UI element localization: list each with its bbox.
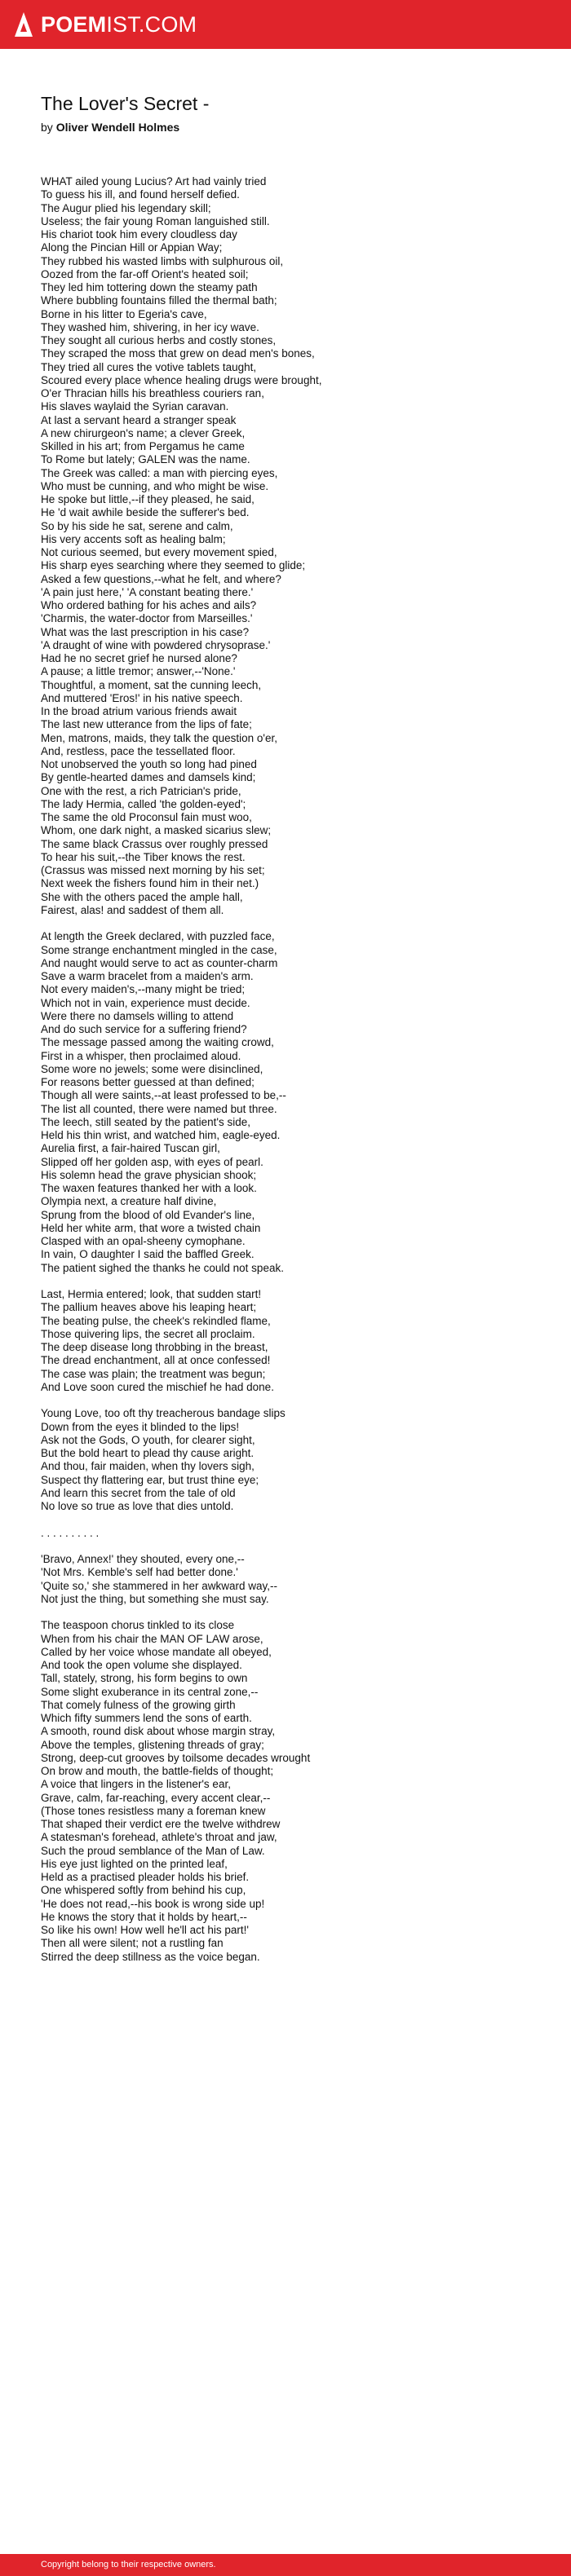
quill-icon	[15, 12, 33, 37]
poem-line: What was the last prescription in his case?	[41, 625, 250, 638]
poem-line: The last new utterance from the lips of fate;	[41, 718, 252, 731]
poem-line: A new chirurgeon's name; a clever Greek,	[41, 426, 246, 439]
poem-line: Not every maiden's,--many might be tried;	[41, 983, 246, 996]
poem-line: Were there no damsels willing to attend	[41, 1009, 234, 1022]
site-footer	[0, 2554, 571, 2576]
poem-line: But the bold heart to plead thy cause aright.	[41, 1447, 255, 1459]
poem-line: And, restless, pace the tessellated floor.	[41, 744, 236, 757]
poem-line: Aurelia first, a fair-haired Tuscan girl,	[41, 1142, 220, 1155]
poem-line: On brow and mouth, the battle-fields of thought;	[41, 1765, 274, 1777]
poem-line: Borne in his litter to Egeria's cave,	[41, 307, 207, 320]
poem-title: The Lover's Secret -	[41, 93, 210, 114]
poem-line: And thou, fair maiden, when thy lovers sigh,	[41, 1460, 255, 1473]
poem-line: A statesman's forehead, athlete's throat and jaw,	[41, 1831, 277, 1844]
poem-line: His very accents soft as healing balm;	[41, 532, 226, 545]
poem-line: . . . . . . . . . .	[41, 1526, 100, 1539]
poem-line: Asked a few questions,--what he felt, and where?	[41, 572, 281, 585]
site-logo[interactable]	[15, 11, 197, 38]
poem-line: The pallium heaves above his leaping heart;	[41, 1301, 257, 1314]
poem-line: The lady Hermia, called 'the golden-eyed';	[41, 797, 246, 810]
poem-line: At last a servant heard a stranger speak	[41, 413, 237, 426]
poem-line: They rubbed his wasted limbs with sulphurous oil,	[41, 254, 284, 267]
poem-line: Which not in vain, experience must decide.	[41, 996, 250, 1009]
poem-line: Some strange enchantment mingled in the case,	[41, 943, 277, 956]
poem-line: To hear his suit,--the Tiber knows the rest.	[41, 850, 246, 863]
poem-line: Who ordered bathing for his aches and ails?	[41, 599, 257, 611]
poem-line: His solemn head the grave physician shook;	[41, 1168, 257, 1181]
poem-line: 'Not Mrs. Kemble's self had better done.'	[41, 1566, 238, 1579]
poem-line: Some slight exuberance in its central zone,--	[41, 1685, 259, 1698]
poem-line: Fairest, alas! and saddest of them all.	[41, 903, 224, 916]
poem-line: Not unobserved the youth so long had pined	[41, 758, 257, 770]
poem-line: Ask not the Gods, O youth, for clearer sight,	[41, 1433, 255, 1446]
poem-line: A smooth, round disk about whose margin stray,	[41, 1725, 276, 1738]
copyright-notice: Copyright belong to their respective owners.	[41, 2560, 216, 2569]
poem-line: 'He does not read,--his book is wrong side up!	[41, 1897, 265, 1910]
poem-line: Thoughtful, a moment, sat the cunning leech,	[41, 678, 262, 691]
poem-line: Olympia next, a creature half divine,	[41, 1195, 217, 1208]
poem-line: Whom, one dark night, a masked sicarius slew;	[41, 824, 272, 837]
poem-stanza	[41, 1527, 547, 1540]
poem-line: His sharp eyes searching where they seemed to glide;	[41, 559, 306, 572]
poem-line: To Rome but lately; GALEN was the name.	[41, 453, 250, 466]
poem-line: Above the temples, glistening threads of gray;	[41, 1738, 264, 1751]
poem-line: And naught would serve to act as counter-charm	[41, 956, 278, 969]
poem-line: Grave, calm, far-reaching, every accent clear,--	[41, 1791, 271, 1804]
poem-line: They tried all cures the votive tablets taught,	[41, 360, 257, 373]
poem-line: That comely fulness of the growing girth	[41, 1698, 236, 1711]
poem-line: Save a warm bracelet from a maiden's arm.	[41, 970, 254, 982]
poem-line: Sprung from the blood of old Evander's line,	[41, 1208, 255, 1221]
poem-stanza	[41, 175, 547, 917]
poem-line: Some wore no jewels; some were disinclined,	[41, 1062, 263, 1075]
poem-line: WHAT ailed young Lucius? Art had vainly tried	[41, 175, 267, 187]
poem-line: For reasons better guessed at than defined;	[41, 1076, 255, 1088]
poem-line: That shaped their verdict ere the twelve withdrew	[41, 1818, 281, 1830]
poem-body	[41, 175, 547, 1977]
poem-line: Strong, deep-cut grooves by toilsome decades wrought	[41, 1751, 311, 1764]
poem-line: Though all were saints,--at least professed to be,--	[41, 1089, 286, 1102]
poem-line: Men, matrons, maids, they talk the question o'er,	[41, 731, 277, 744]
author-link[interactable]: Oliver Wendell Holmes	[55, 121, 180, 134]
poem-line: The beating pulse, the cheek's rekindled flame,	[41, 1314, 271, 1327]
poem-line: No love so true as love that dies untold.	[41, 1500, 234, 1512]
poem-line: And learn this secret from the tale of old	[41, 1486, 236, 1499]
poem-line: Held her white arm, that wore a twisted chain	[41, 1221, 261, 1234]
poem-line: At length the Greek declared, with puzzled face,	[41, 930, 275, 943]
poem-line: The teaspoon chorus tinkled to its close	[41, 1619, 235, 1632]
poem-line: Scoured every place whence healing drugs were brought,	[41, 373, 322, 386]
poem-line: The deep disease long throbbing in the breast,	[41, 1341, 268, 1353]
poem-line: Where bubbling fountains filled the thermal bath;	[41, 294, 277, 307]
brand-bold: POEM	[41, 12, 107, 37]
poem-line: Young Love, too oft thy treacherous bandage slips	[41, 1407, 286, 1420]
poem-line: Had he no secret grief he nursed alone?	[41, 652, 237, 664]
poem-line: First in a whisper, then proclaimed aloud.	[41, 1049, 241, 1062]
poem-line: His slaves waylaid the Syrian caravan.	[41, 400, 229, 413]
poem-stanza	[41, 1288, 547, 1394]
poem-line: He knows the story that it holds by heart,--	[41, 1910, 247, 1923]
poem-line: A voice that lingers in the listener's ear,	[41, 1778, 231, 1791]
poem-line: Along the Pincian Hill or Appian Way;	[41, 241, 223, 254]
brand-light: IST.COM	[106, 12, 197, 37]
poem-line: Slipped off her golden asp, with eyes of pearl.	[41, 1155, 263, 1168]
poem-line: In vain, O daughter I said the baffled Greek.	[41, 1248, 255, 1261]
poem-line: Tall, stately, strong, his form begins to own	[41, 1672, 248, 1685]
poem-line: He 'd wait awhile beside the sufferer's bed.	[41, 506, 250, 519]
poem-line: Clasped with an opal-sheeny cymophane.	[41, 1235, 246, 1247]
poem-byline	[41, 121, 179, 134]
poem-line: In the broad atrium various friends await	[41, 705, 237, 717]
poem-stanza	[41, 1619, 547, 1964]
poem-line: Stirred the deep stillness as the voice began.	[41, 1950, 260, 1963]
poem-line: Such the proud semblance of the Man of Law.	[41, 1844, 265, 1857]
poem-line: They scraped the moss that grew on dead men's bones,	[41, 347, 315, 360]
poem-line: Next week the fishers found him in their net.)	[41, 877, 259, 890]
poem-line: 'A draught of wine with powdered chrysoprase.'	[41, 638, 271, 651]
poem-line: Down from the eyes it blinded to the lips!	[41, 1420, 240, 1433]
poem-line: The waxen features thanked her with a look.	[41, 1182, 257, 1194]
poem-line: And took the open volume she displayed.	[41, 1659, 242, 1671]
poem-line: Not curious seemed, but every movement spied,	[41, 546, 277, 558]
poem-line: A pause; a little tremor; answer,--'None.'	[41, 665, 236, 678]
poem-line: To guess his ill, and found herself defied.	[41, 188, 240, 201]
poem-line: One whispered softly from behind his cup,	[41, 1884, 246, 1897]
poem-line: Held his thin wrist, and watched him, eagle-eyed.	[41, 1129, 281, 1141]
poem-line: Which fifty summers lend the sons of earth.	[41, 1712, 252, 1724]
poem-line: Held as a practised pleader holds his brief.	[41, 1871, 250, 1883]
poem-line: They sought all curious herbs and costly stones,	[41, 334, 277, 346]
poem-line: Who must be cunning, and who might be wise.	[41, 479, 269, 492]
poem-line: The list all counted, there were named but three.	[41, 1102, 277, 1115]
poem-stanza	[41, 930, 547, 1275]
poem-line: The message passed among the waiting crowd,	[41, 1036, 274, 1049]
poem-line: The patient sighed the thanks he could not speak.	[41, 1261, 284, 1274]
poem-line: So like his own! How well he'll act his part!'	[41, 1924, 250, 1936]
poem-line: The case was plain; the treatment was begun;	[41, 1367, 266, 1380]
poem-line: 'A pain just here,' 'A constant beating there.'	[41, 585, 254, 598]
site-header	[0, 0, 571, 49]
poem-line: (Those tones resistless many a foreman knew	[41, 1804, 266, 1817]
poem-line: Suspect thy flattering ear, but trust thine eye;	[41, 1473, 259, 1486]
byline-prefix: by	[41, 121, 53, 134]
poem-stanza	[41, 1553, 547, 1606]
poem-line: The same the old Proconsul fain must woo,	[41, 811, 252, 823]
poem-line: Skilled in his art; from Pergamus he came	[41, 440, 245, 452]
poem-line: 'Bravo, Annex!' they shouted, every one,--	[41, 1553, 245, 1565]
poem-line: His chariot took him every cloudless day	[41, 228, 237, 240]
poem-line: And Love soon cured the mischief he had done.	[41, 1380, 274, 1393]
brand-wordmark	[41, 11, 197, 38]
poem-line: The Augur plied his legendary skill;	[41, 201, 211, 214]
poem-line: And do such service for a suffering friend?	[41, 1023, 247, 1035]
poem-line: Useless; the fair young Roman languished still.	[41, 214, 270, 227]
poem-line: 'Quite so,' she stammered in her awkward way,--	[41, 1579, 278, 1592]
poem-line: They led him tottering down the steamy path	[41, 281, 258, 293]
poem-line: Oozed from the far-off Orient's heated soil;	[41, 267, 249, 280]
poem-line: His eye just lighted on the printed leaf,	[41, 1857, 228, 1870]
poem-line: One with the rest, a rich Patrician's pride,	[41, 784, 241, 797]
poem-line: Last, Hermia entered; look, that sudden start!	[41, 1288, 262, 1300]
poem-line: When from his chair the MAN OF LAW arose,	[41, 1632, 263, 1645]
poem-line: So by his side he sat, serene and calm,	[41, 519, 233, 532]
poem-line: The same black Crassus over roughly pressed	[41, 837, 268, 850]
poem-line: Not just the thing, but something she must say.	[41, 1592, 269, 1605]
poem-line: O'er Thracian hills his breathless couriers ran,	[41, 387, 264, 399]
poem-line: And muttered 'Eros!' in his native speech.	[41, 691, 243, 704]
poem-line: They washed him, shivering, in her icy wave.	[41, 320, 259, 333]
poem-line: The Greek was called: a man with piercing eyes,	[41, 466, 278, 479]
poem-line: Called by her voice whose mandate all obeyed,	[41, 1645, 272, 1658]
poem-line: By gentle-hearted dames and damsels kind;	[41, 771, 256, 784]
poem-line: He spoke but little,--if they pleased, he said,	[41, 493, 255, 505]
poem-line: The leech, still seated by the patient's side,	[41, 1115, 250, 1128]
poem-line: She with the others paced the ample hall,	[41, 890, 243, 903]
poem-line: (Crassus was missed next morning by his set;	[41, 864, 265, 876]
poem-line: Then all were silent; not a rustling fan	[41, 1937, 224, 1950]
poem-line: Those quivering lips, the secret all proclaim.	[41, 1327, 255, 1340]
poem-line: The dread enchantment, all at once confessed!	[41, 1354, 271, 1367]
poem-line: 'Charmis, the water-doctor from Marseilles.'	[41, 612, 253, 625]
poem-stanza	[41, 1407, 547, 1513]
